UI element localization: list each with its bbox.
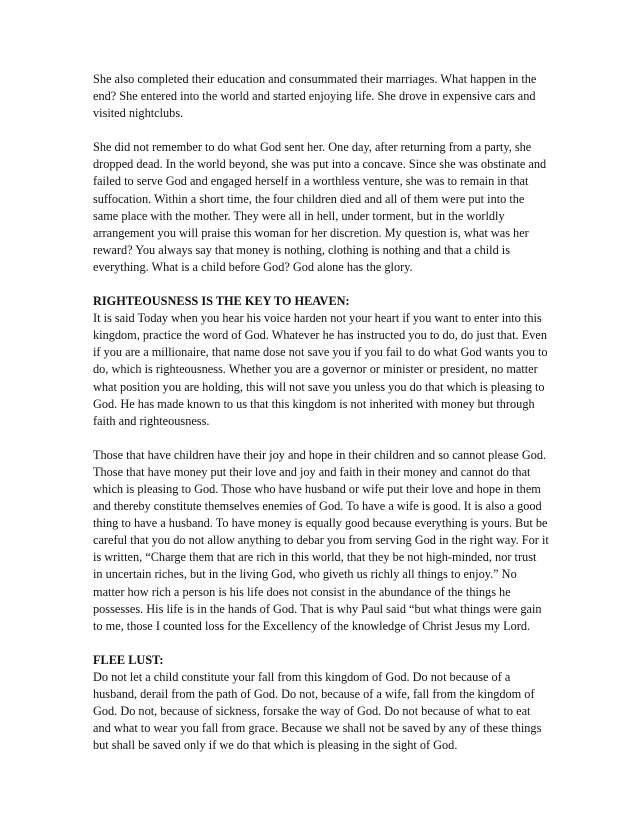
intro-paragraph-1: She also completed their education and consummated their marriages. What happen in the end? She entered into the world and started enjoying life. She drove in expensive cars and visited nightclubs.: [93, 72, 537, 121]
righteousness-paragraph-2: Those that have children have their joy and hope in their children and so cannot please God. Those that have money put their love and joy and faith in their money and cannot do that which is pleasing to God. Those who have husband or wife put their love and hope in them and thereby constitute themselves enemies of God. To have a wife is good. It is also a good thing to have a husband. To have money is equally good because everything is yours. But be careful that you do not allow anything to debar you from serving God in the right way. For it is written, “Charge them that are rich in this world, that they be not high-minded, nor trust in uncertain riches, but in the living God, who giveth us richly all things to enjoy.” No matter how rich a person is his life does not consist in the abundance of the things he possesses. His life is in the hands of God. That is why Paul said “but what things were gain to me, those I counted loss for the Excellency of the knowledge of Christ Jesus my Lord.: [93, 447, 549, 633]
section-righteousness: [93, 293, 549, 635]
section-heading-righteousness: RIGHTEOUSNESS IS THE KEY TO HEAVEN:: [93, 294, 350, 309]
document-page: [93, 71, 549, 754]
section-flee-lust: [93, 652, 549, 755]
section-heading-flee-lust: FLEE LUST:: [93, 652, 164, 667]
intro-paragraph-2: She did not remember to do what God sent her. One day, after returning from a party, she dropped dead. In the world beyond, she was put into a concave. Since she was obstinate and failed to serve God and engaged herself in a worthless venture, she was to remain in that suffocation. Within a short time, the four children died and all of them were put into the same place with the mother. They were all in hell, under torment, but in the worldly arrangement you will praise this woman for her discretion. My question is, what was her reward? You always say that money is nothing, clothing is nothing and that a child is everything. What is a child before God? God alone has the glory.: [93, 140, 547, 274]
flee-lust-paragraph-1: Do not let a child constitute your fall from this kingdom of God. Do not because of a husband, derail from the path of God. Do not, because of a wife, fall from the kingdom of God. Do not, because of sickness, forsake the way of God. Do not because of what to eat and what to wear you fall from grace. Because we shall not be saved by any of these things but shall be saved only if we do that which is pleasing in the sight of God.: [93, 669, 542, 753]
righteousness-paragraph-1: It is said Today when you hear his voice harden not your heart if you want to enter into this kingdom, practice the word of God. Whatever he has instructed you to do, do just that. Even if you are a millionaire, that name dose not save you if you fail to do what God wants you to do, which is righteousness. Whether you are a governor or minister or president, no matter what position you are holding, this will not save you unless you do that which is pleasing to God. He has made known to us that this kingdom is not inherited with money but through faith and righteousness.: [93, 311, 548, 428]
